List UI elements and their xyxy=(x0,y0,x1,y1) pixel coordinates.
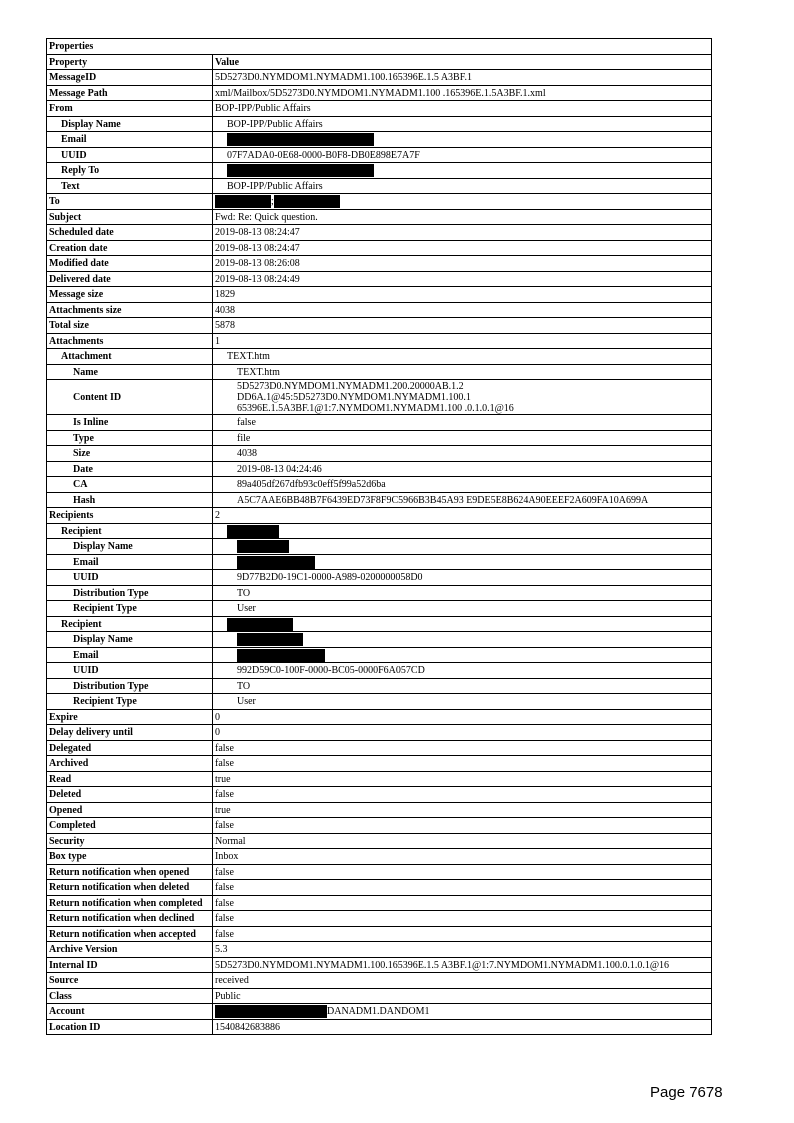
table-row xyxy=(47,756,712,772)
table-row xyxy=(47,477,712,493)
table-row xyxy=(47,461,712,477)
redaction-block xyxy=(215,1005,327,1018)
property-value: 2019-08-13 08:24:47 xyxy=(213,225,712,241)
property-label: Recipient xyxy=(47,616,213,632)
property-label: Message Path xyxy=(47,85,213,101)
table-row xyxy=(47,678,712,694)
table-row xyxy=(47,163,712,179)
page-number: Page 7678 xyxy=(650,1084,723,1101)
table-row xyxy=(47,1004,712,1020)
property-label: Subject xyxy=(47,209,213,225)
table-row xyxy=(47,895,712,911)
table-row xyxy=(47,194,712,210)
property-label: UUID xyxy=(47,147,213,163)
property-label: Reply To xyxy=(47,163,213,179)
property-label: Recipient xyxy=(47,523,213,539)
table-row xyxy=(47,446,712,462)
table-row xyxy=(47,333,712,349)
table-row xyxy=(47,147,712,163)
table-row xyxy=(47,539,712,555)
property-value: Normal xyxy=(213,833,712,849)
table-row xyxy=(47,616,712,632)
property-value xyxy=(213,163,712,179)
property-label: Recipients xyxy=(47,508,213,524)
separator: ; xyxy=(271,196,274,208)
property-value: 992D59C0-100F-0000-BC05-0000F6A057CD xyxy=(213,663,712,679)
property-value: User xyxy=(213,694,712,710)
property-label: Message size xyxy=(47,287,213,303)
property-value: 1540842683886 xyxy=(213,1019,712,1035)
property-label: Location ID xyxy=(47,1019,213,1035)
table-row xyxy=(47,349,712,365)
table-row xyxy=(47,240,712,256)
title-row xyxy=(47,39,712,55)
table-row xyxy=(47,911,712,927)
table-row xyxy=(47,554,712,570)
property-value: false xyxy=(213,911,712,927)
property-value xyxy=(213,1004,712,1020)
table-row xyxy=(47,101,712,117)
redaction-block xyxy=(274,195,340,208)
property-label: Class xyxy=(47,988,213,1004)
table-row xyxy=(47,880,712,896)
table-row xyxy=(47,380,712,415)
property-label: Deleted xyxy=(47,787,213,803)
property-label: Date xyxy=(47,461,213,477)
property-value: false xyxy=(213,787,712,803)
property-label: Display Name xyxy=(47,116,213,132)
property-label: Email xyxy=(47,647,213,663)
table-row xyxy=(47,318,712,334)
property-value xyxy=(213,554,712,570)
property-value: BOP-IPP/Public Affairs xyxy=(213,101,712,117)
property-value: 5878 xyxy=(213,318,712,334)
property-value xyxy=(213,132,712,148)
table-row xyxy=(47,430,712,446)
property-label: Distribution Type xyxy=(47,585,213,601)
property-value: xml/Mailbox/5D5273D0.NYMDOM1.NYMADM1.100 .165396E.1.5A3BF.1.xml xyxy=(213,85,712,101)
table-row xyxy=(47,523,712,539)
property-value: false xyxy=(213,756,712,772)
header-row xyxy=(47,54,712,70)
table-row xyxy=(47,132,712,148)
property-value: 07F7ADA0-0E68-0000-B0F8-DB0E898E7A7F xyxy=(213,147,712,163)
property-value: 9D77B2D0-19C1-0000-A989-0200000058D0 xyxy=(213,570,712,586)
table-row xyxy=(47,178,712,194)
property-value: false xyxy=(213,818,712,834)
property-value: 5D5273D0.NYMDOM1.NYMADM1.100.165396E.1.5 A3BF.1 xyxy=(213,70,712,86)
property-label: Content ID xyxy=(47,380,213,415)
property-value: Inbox xyxy=(213,849,712,865)
table-row xyxy=(47,271,712,287)
property-value: 0 xyxy=(213,725,712,741)
redaction-block xyxy=(237,540,289,553)
property-value xyxy=(213,632,712,648)
property-label: Return notification when opened xyxy=(47,864,213,880)
property-label: Return notification when accepted xyxy=(47,926,213,942)
property-label: Completed xyxy=(47,818,213,834)
property-value: 2019-08-13 08:24:49 xyxy=(213,271,712,287)
property-value: Fwd: Re: Quick question. xyxy=(213,209,712,225)
table-row xyxy=(47,601,712,617)
property-label: Recipient Type xyxy=(47,694,213,710)
property-label: Distribution Type xyxy=(47,678,213,694)
property-label: Box type xyxy=(47,849,213,865)
property-value: TO xyxy=(213,585,712,601)
property-label: Total size xyxy=(47,318,213,334)
table-row xyxy=(47,85,712,101)
property-label: Return notification when completed xyxy=(47,895,213,911)
table-row xyxy=(47,942,712,958)
property-label: Creation date xyxy=(47,240,213,256)
redaction-block xyxy=(237,649,325,662)
table-row xyxy=(47,787,712,803)
property-label: Internal ID xyxy=(47,957,213,973)
table-row xyxy=(47,585,712,601)
property-label: Email xyxy=(47,554,213,570)
property-value: false xyxy=(213,880,712,896)
table-row xyxy=(47,740,712,756)
redaction-block xyxy=(227,133,374,146)
property-value xyxy=(213,616,712,632)
header-value: Value xyxy=(213,54,712,70)
property-value xyxy=(213,539,712,555)
property-value: TO xyxy=(213,678,712,694)
property-label: Modified date xyxy=(47,256,213,272)
table-row xyxy=(47,833,712,849)
table-row xyxy=(47,802,712,818)
property-value xyxy=(213,523,712,539)
property-label: Display Name xyxy=(47,632,213,648)
table-row xyxy=(47,864,712,880)
table-row xyxy=(47,663,712,679)
property-value: 5D5273D0.NYMDOM1.NYMADM1.200.20000AB.1.2 DD6A.1@45:5D5273D0.NYMDOM1.NYMADM1.100.1 65396E.1.5A3BF.1@1:7.NYMDOM1.NYMADM1.100 .0.1.0.1@16 xyxy=(213,380,712,415)
property-label: Source xyxy=(47,973,213,989)
property-label: UUID xyxy=(47,570,213,586)
table-title: Properties xyxy=(47,39,712,55)
header-property: Property xyxy=(47,54,213,70)
property-label: Name xyxy=(47,364,213,380)
property-label: CA xyxy=(47,477,213,493)
table-row xyxy=(47,849,712,865)
property-label: Account xyxy=(47,1004,213,1020)
table-row xyxy=(47,492,712,508)
property-value: false xyxy=(213,864,712,880)
table-row xyxy=(47,415,712,431)
property-label: Attachments size xyxy=(47,302,213,318)
table-row xyxy=(47,508,712,524)
table-row xyxy=(47,957,712,973)
property-value: received xyxy=(213,973,712,989)
property-value: 2 xyxy=(213,508,712,524)
property-value xyxy=(213,194,712,210)
redaction-block xyxy=(227,525,279,538)
property-value: false xyxy=(213,926,712,942)
property-value: true xyxy=(213,802,712,818)
table-row xyxy=(47,70,712,86)
property-label: Delegated xyxy=(47,740,213,756)
properties-sheet xyxy=(46,38,711,1035)
property-label: Expire xyxy=(47,709,213,725)
property-value: TEXT.htm xyxy=(213,364,712,380)
table-row xyxy=(47,926,712,942)
property-label: Opened xyxy=(47,802,213,818)
table-row xyxy=(47,225,712,241)
redaction-block xyxy=(237,633,303,646)
table-row xyxy=(47,973,712,989)
property-label: Delivered date xyxy=(47,271,213,287)
table-row xyxy=(47,364,712,380)
property-value: 4038 xyxy=(213,446,712,462)
property-value: TEXT.htm xyxy=(213,349,712,365)
property-value: User xyxy=(213,601,712,617)
table-row xyxy=(47,632,712,648)
redaction-block xyxy=(227,164,374,177)
property-value: 1829 xyxy=(213,287,712,303)
property-value: false xyxy=(213,415,712,431)
redaction-block xyxy=(227,618,293,631)
property-label: Delay delivery until xyxy=(47,725,213,741)
property-label: From xyxy=(47,101,213,117)
property-value: false xyxy=(213,895,712,911)
property-label: MessageID xyxy=(47,70,213,86)
table-row xyxy=(47,1019,712,1035)
property-value: BOP-IPP/Public Affairs xyxy=(213,116,712,132)
table-row xyxy=(47,818,712,834)
property-label: Scheduled date xyxy=(47,225,213,241)
property-label: Size xyxy=(47,446,213,462)
redaction-block xyxy=(215,195,271,208)
property-value: file xyxy=(213,430,712,446)
table-row xyxy=(47,709,712,725)
table-row xyxy=(47,988,712,1004)
property-label: Return notification when declined xyxy=(47,911,213,927)
property-label: UUID xyxy=(47,663,213,679)
property-value: A5C7AAE6BB48B7F6439ED73F8F9C5966B3B45A93 E9DE5E8B624A90EEEF2A609FA10A699A xyxy=(213,492,712,508)
property-label: Is Inline xyxy=(47,415,213,431)
table-row xyxy=(47,302,712,318)
property-label: Email xyxy=(47,132,213,148)
table-row xyxy=(47,570,712,586)
property-value: 1 xyxy=(213,333,712,349)
property-value xyxy=(213,647,712,663)
property-value: 0 xyxy=(213,709,712,725)
property-value: BOP-IPP/Public Affairs xyxy=(213,178,712,194)
property-label: Read xyxy=(47,771,213,787)
table-row xyxy=(47,287,712,303)
table-row xyxy=(47,116,712,132)
property-label: Text xyxy=(47,178,213,194)
redaction-block xyxy=(237,556,315,569)
property-value: false xyxy=(213,740,712,756)
table-row xyxy=(47,647,712,663)
table-row xyxy=(47,771,712,787)
property-label: Archive Version xyxy=(47,942,213,958)
property-value: 5D5273D0.NYMDOM1.NYMADM1.100.165396E.1.5 A3BF.1@1:7.NYMDOM1.NYMADM1.100.0.1.0.1@16 xyxy=(213,957,712,973)
property-label: Recipient Type xyxy=(47,601,213,617)
property-label: Display Name xyxy=(47,539,213,555)
property-value: Public xyxy=(213,988,712,1004)
property-label: Return notification when deleted xyxy=(47,880,213,896)
property-value: 5.3 xyxy=(213,942,712,958)
property-label: To xyxy=(47,194,213,210)
property-label: Security xyxy=(47,833,213,849)
property-value: 4038 xyxy=(213,302,712,318)
table-row xyxy=(47,256,712,272)
table-row xyxy=(47,209,712,225)
property-value: 2019-08-13 08:26:08 xyxy=(213,256,712,272)
table-row xyxy=(47,725,712,741)
property-label: Hash xyxy=(47,492,213,508)
properties-table xyxy=(46,38,712,1035)
property-value: 2019-08-13 08:24:47 xyxy=(213,240,712,256)
property-value: true xyxy=(213,771,712,787)
property-label: Attachment xyxy=(47,349,213,365)
property-value: 2019-08-13 04:24:46 xyxy=(213,461,712,477)
property-label: Archived xyxy=(47,756,213,772)
property-value-text: DANADM1.DANDOM1 xyxy=(327,1006,430,1018)
table-row xyxy=(47,694,712,710)
property-label: Type xyxy=(47,430,213,446)
property-label: Attachments xyxy=(47,333,213,349)
property-value: 89a405df267dfb93c0eff5f99a52d6ba xyxy=(213,477,712,493)
